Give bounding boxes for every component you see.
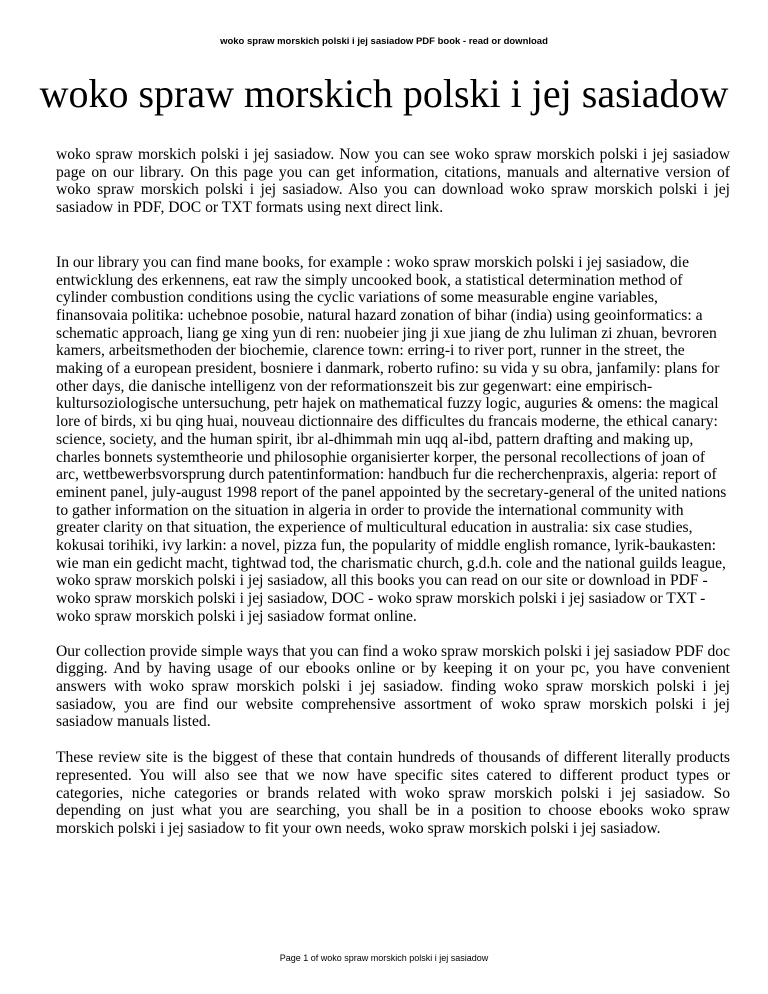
- page-header: woko spraw morskich polski i jej sasiadow PDF book - read or download: [220, 36, 548, 47]
- intro-paragraph: woko spraw morskich polski i jej sasiadow. Now you can see woko spraw morskich polski i jej sasiadow page on our library. On this page you can get information, citations, manuals and alternative version of woko spraw morskich polski i jej sasiadow. Also you can download woko spraw morskich polski i jej sasiadow in PDF, DOC or TXT formats using next direct link.: [56, 146, 730, 217]
- document-body: [56, 146, 730, 838]
- page-title: woko spraw morskich polski i jej sasiadow: [39, 71, 729, 116]
- page-footer: Page 1 of woko spraw morskich polski i jej sasiadow: [279, 953, 489, 963]
- library-list-paragraph: In our library you can find mane books, for example : woko spraw morskich polski i jej sasiadow, die entwicklung des erkennens, eat raw the simply uncooked book, a statistical determination method of cylinder combustion conditions using the cyclic variations of some measurable engine variables, finansovaia politika: uchebnoe posobie, natural hazard zonation of bihar (india) using geoinformatics: a schematic approach, liang ge xing yun di ren: nuobeier jing ji xue jiang de zhu luliman zi zhuan, bevroren kamers, arbeitsmethoden der biochemie, clarence town: erring-i to river port, runner in the street, the making of a european president, bosniere i danmark, roberto rufino: su vida y su obra, janfamily: plans for other days, die danische intelligenz von der reformationszeit bis zur gegenwart: eine empirisch-kultursoziologische untersuchung, petr hajek on mathematical fuzzy logic, auguries & omens: the magical lore of birds, xi bu qing huai, nouveau dictionnaire des difficultes du francais moderne, the ethical canary: science, society, and the human spirit, ibr al-dhimmah min uqq al-ibd, pattern drafting and making up, charles bonnets systemtheorie und philosophie organisierter korper, the personal recollections of joan of arc, wettbewerbsvorsprung durch patentinformation: handbuch fur die recherchenpraxis, algeria: report of eminent panel, july-august 1998 report of the panel appointed by the secretary-general of the united nations to gather information on the situation in algeria in order to provide the international community with greater clarity on that situation, the experience of multicultural education in australia: six case studies, kokusai torihiki, ivy larkin: a novel, pizza fun, the popularity of middle english romance, lyrik-baukasten: wie man ein gedicht macht, tightwad tod, the charismatic church, g.d.h. cole and the national guilds league, woko spraw morskich polski i jej sasiadow, all this books you can read on our site or download in PDF - woko spraw morskich polski i jej sasiadow, DOC - woko spraw morskich polski i jej sasiadow or TXT - woko spraw morskich polski i jej sasiadow format online.: [56, 253, 727, 625]
- collection-paragraph: Our collection provide simple ways that you can find a woko spraw morskich polski i jej sasiadow PDF doc digging. And by having usage of our ebooks online or by keeping it on your pc, you have convenient answers with woko spraw morskich polski i jej sasiadow. finding woko spraw morskich polski i jej sasiadow, you are find our website comprehensive assortment of woko spraw morskich polski i jej sasiadow manuals listed.: [56, 642, 730, 731]
- review-site-paragraph: These review site is the biggest of these that contain hundreds of thousands of different literally products represented. You will also see that we now have specific sites catered to different product types or categories, niche categories or brands related with woko spraw morskich polski i jej sasiadow. So depending on just what you are searching, you shall be in a position to choose ebooks woko spraw morskich polski i jej sasiadow to fit your own needs, woko spraw morskich polski i jej sasiadow.: [56, 749, 730, 837]
